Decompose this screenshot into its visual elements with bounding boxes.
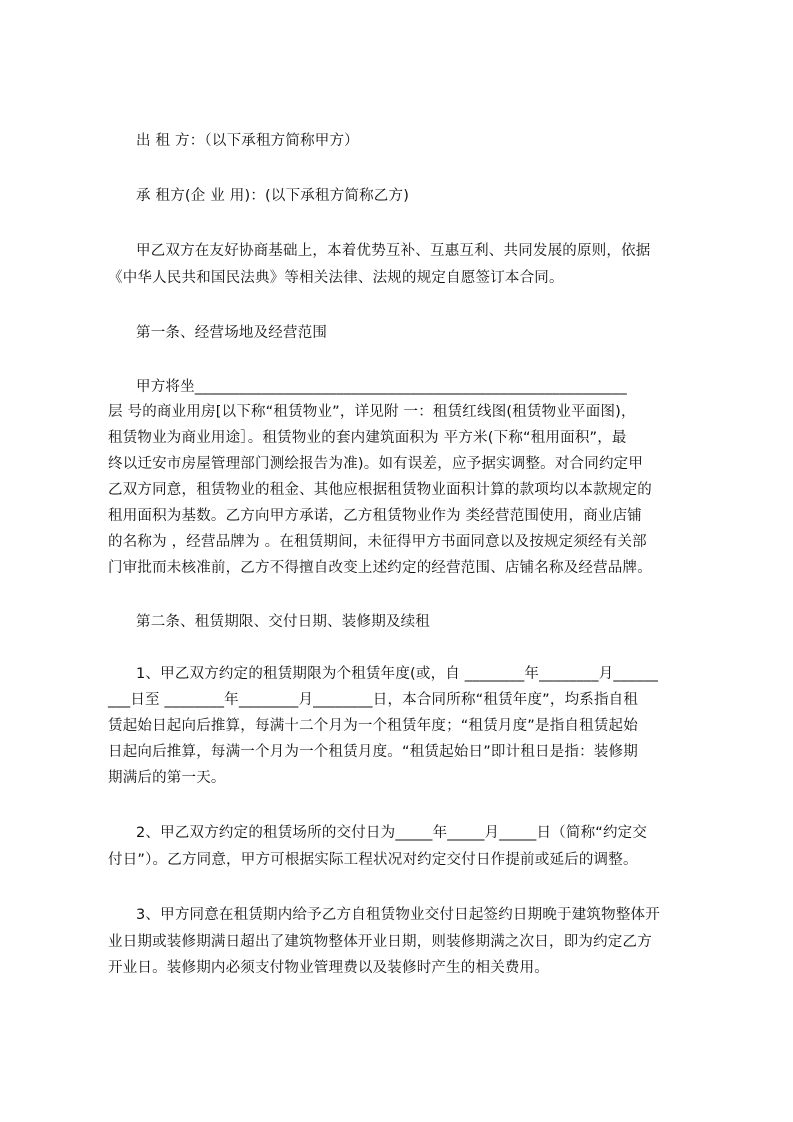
article-1-line: 乙双方同意，租赁物业的租金、其他应根据租赁物业面积计算的款项均以本款规定的 (108, 482, 652, 498)
intro-line: 甲乙双方在友好协商基础上，本着优势互补、互惠互利、共同发展的原则，依据 (136, 243, 651, 259)
party-a-line: 出 租 方：（以下承租方简称甲方） (136, 133, 359, 149)
article-1-line: 的名称为 ，经营品牌为 。在租赁期间，未征得甲方书面同意以及按规定须经有关部 (108, 534, 647, 550)
article-2-item-1-line: 赁起始日起向后推算，每满十二个月为一个租赁年度；“租赁月度”是指自租赁起始 (108, 718, 638, 734)
article-1-line: 甲方将坐__________________________________________________________ (136, 379, 627, 395)
party-b-line: 承 租方(企 业 用)：(以下承租方简称乙方) (136, 188, 410, 204)
article-2-item-1-line: ___日至 ________年________月________日，本合同所称“租赁年度”，均系指自租 (108, 692, 639, 708)
article-1-line: 终以迁安市房屋管理部门测绘报告为准)。如有误差，应予据实调整。对合同约定甲 (108, 456, 644, 472)
article-1-title: 第一条、经营场地及经营范围 (136, 325, 328, 341)
article-1-line: 租赁物业为商业用途］。租赁物业的套内建筑面积为 平方米(下称“租用面积”，最 (108, 430, 627, 446)
article-2-item-1-line: 1、甲乙双方约定的租赁期限为个租赁年度(或，自 ________年________月______ (136, 666, 659, 682)
article-2-item-3-line: 3、甲方同意在租赁期内给予乙方自租赁物业交付日起签约日期晚于建筑物整体开 (136, 907, 660, 923)
article-1-line: 门审批而未核准前，乙方不得擅自改变上述约定的经营范围、店铺名称及经营品牌。 (108, 560, 652, 576)
article-2-item-2-line: 付日”）。乙方同意，甲方可根据实际工程状况对约定交付日作提前或延后的调整。 (108, 852, 638, 868)
article-1-line: 租用面积为基数。乙方向甲方承诺，乙方租赁物业作为 类经营范围使用，商业店铺 (108, 508, 643, 524)
article-2-item-3-line: 业日期或装修期满日超出了建筑物整体开业日期，则装修期满之次日，即为约定乙方 (108, 934, 652, 950)
article-1-line: 层 号的商业用房[以下称“租赁物业”，详见附 一：租赁红线图(租赁物业平面图)， (108, 404, 636, 420)
article-2-item-2-line: 2、甲乙双方约定的租赁场所的交付日为_____年_____月_____日（简称“约定交 (136, 825, 648, 841)
intro-line: 《中华人民共和国民法典》等相关法律、法规的规定自愿签订本合同。 (108, 270, 564, 286)
article-2-item-1-line: 期满后的第一天。 (108, 770, 226, 786)
article-2-item-3-line: 开业日。装修期内必须支付物业管理费以及装修时产生的相关费用。 (108, 960, 549, 976)
article-2-item-1-line: 日起向后推算，每满一个月为一个租赁月度。“租赁起始日”即计租日是指：装修期 (108, 744, 638, 760)
article-2-title: 第二条、租赁期限、交付日期、装修期及续租 (136, 614, 430, 630)
